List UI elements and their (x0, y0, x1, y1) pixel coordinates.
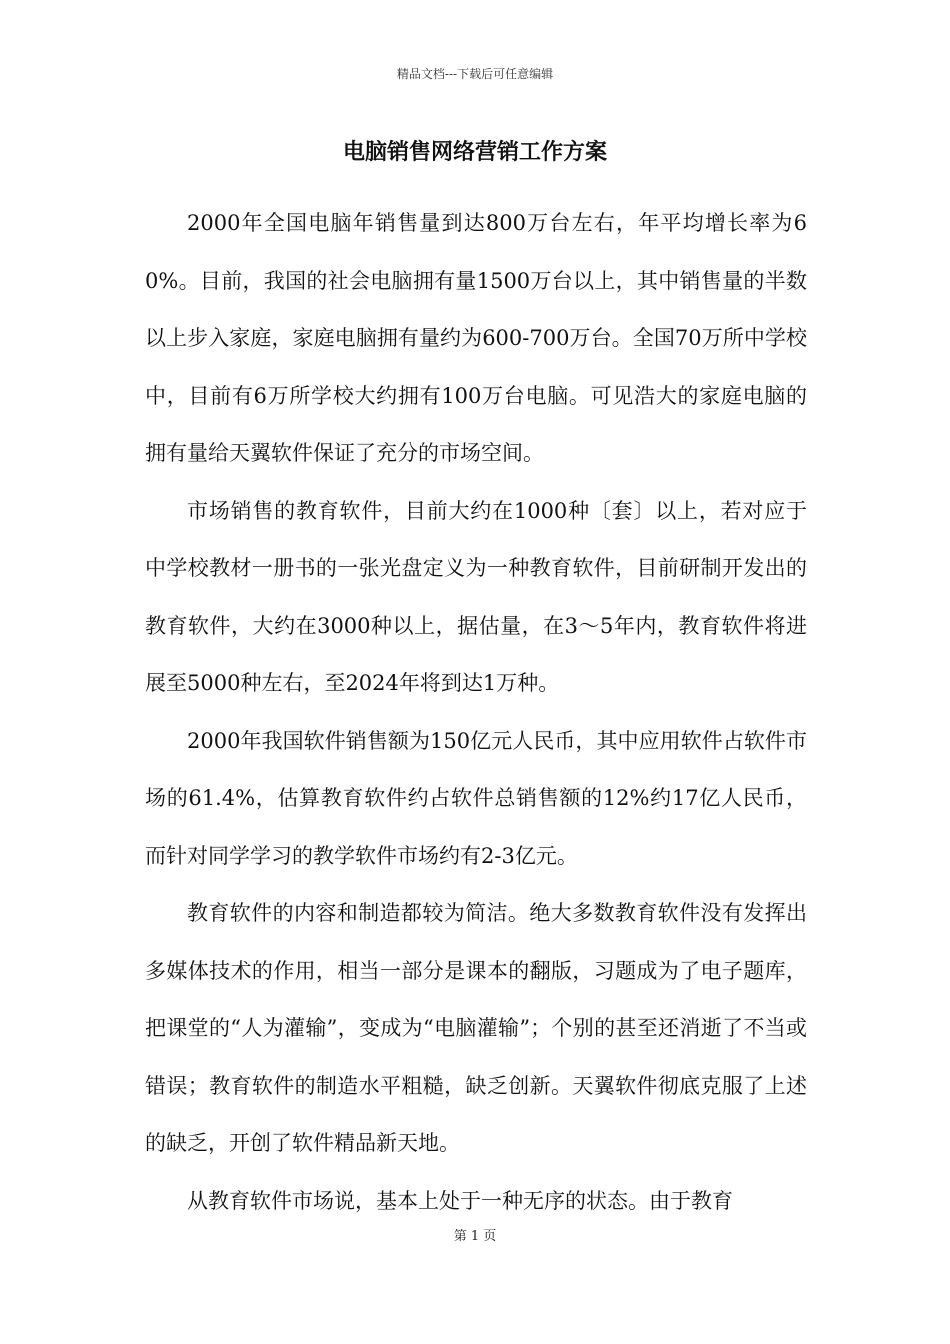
paragraph-2: 市场销售的教育软件，目前大约在1000种〔套〕以上，若对应于中学校教材一册书的一张光盘定义为一种教育软件，目前研制开发出的教育软件，大约在3000种以上，据估量，在3～5年内，教育软件将进展至5000种左右，至2024年将到达1万种。 (145, 498, 807, 695)
page-number: 第 1 页 (453, 1229, 497, 1244)
document-title: 电脑销售网络营销工作方案 (342, 139, 607, 165)
paragraph-1: 2000年全国电脑年销售量到达800万台左右，年平均增长率为60%。目前，我国的社会电脑拥有量1500万台以上，其中销售量的半数以上步入家庭，家庭电脑拥有量约为600-700万台。全国70万所中学校中，目前有6万所学校大约拥有100万台电脑。可见浩大的家庭电脑的拥有量给天翼软件保证了充分的市场空间。 (145, 211, 807, 465)
document-body (145, 195, 807, 1230)
page-header: 精品文档---下载后可任意编辑 (396, 67, 554, 81)
paragraph-5: 从教育软件市场说，基本上处于一种无序的状态。由于教育 (187, 1188, 733, 1213)
paragraph-4: 教育软件的内容和制造都较为简洁。绝大多数教育软件没有发挥出多媒体技术的作用，相当一部分是课本的翻版，习题成为了电子题库，把课堂的“人为灌输”，变成为“电脑灌输”；个别的甚至还消逝了不当或错误；教育软件的制造水平粗糙，缺乏创新。天翼软件彻底克服了上述的缺乏，开创了软件精品新天地。 (145, 901, 807, 1155)
paragraph-3: 2000年我国软件销售额为150亿元人民币，其中应用软件占软件市场的61.4%，估算教育软件约占软件总销售额的12%约17亿人民币，而针对同学学习的教学软件市场约有2-3亿元。 (145, 728, 807, 868)
